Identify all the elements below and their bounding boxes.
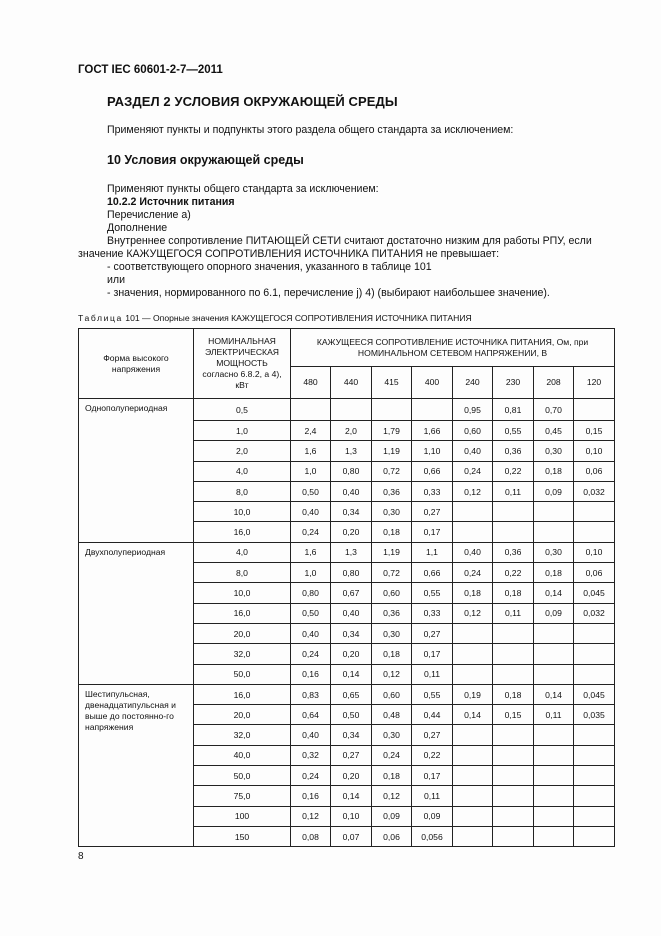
power-cell: 8,0 <box>194 563 291 583</box>
impedance-cell: 0,55 <box>412 583 453 603</box>
impedance-cell: 1,6 <box>291 542 331 562</box>
impedance-cell: 0,14 <box>331 664 372 684</box>
impedance-cell <box>534 644 574 664</box>
impedance-cell: 1,3 <box>331 542 372 562</box>
impedance-cell: 0,72 <box>372 461 412 481</box>
impedance-cell: 0,11 <box>534 705 574 725</box>
impedance-cell: 0,22 <box>493 563 534 583</box>
impedance-cell <box>534 725 574 745</box>
impedance-cell <box>372 399 412 421</box>
impedance-cell: 0,60 <box>372 684 412 704</box>
impedance-cell: 0,18 <box>372 522 412 542</box>
impedance-cell: 0,66 <box>412 563 453 583</box>
header-impedance-group <box>291 329 615 367</box>
impedance-cell: 0,14 <box>534 583 574 603</box>
impedance-cell: 0,09 <box>372 806 412 826</box>
power-cell: 16,0 <box>194 522 291 542</box>
impedance-cell: 0,80 <box>331 563 372 583</box>
impedance-cell: 0,035 <box>574 705 615 725</box>
header-form-text: Форма высокого напряжения <box>103 352 169 374</box>
impedance-cell: 1,3 <box>331 441 372 461</box>
impedance-cell: 0,12 <box>372 786 412 806</box>
voltage-header: 400 <box>412 367 453 399</box>
impedance-cell <box>493 826 534 846</box>
impedance-cell <box>493 745 534 765</box>
impedance-cell: 0,24 <box>291 766 331 786</box>
impedance-cell: 0,24 <box>453 563 493 583</box>
impedance-cell: 1,1 <box>412 542 453 562</box>
impedance-cell: 1,66 <box>412 421 453 441</box>
header-group-line-2: НОМИНАЛЬНОМ СЕТЕВОМ НАПРЯЖЕНИИ, В <box>357 347 548 358</box>
table-caption <box>78 313 472 323</box>
header-power-line-2: ЭЛЕКТРИЧЕСКАЯ <box>204 347 280 357</box>
impedance-cell <box>453 623 493 643</box>
voltage-header: 415 <box>372 367 412 399</box>
paragraph-line-1: Внутреннее сопротивление ПИТАЮЩЕЙ СЕТИ считают достаточно низким для работы РПУ, если <box>107 235 592 247</box>
impedance-cell: 0,50 <box>331 705 372 725</box>
impedance-cell: 0,36 <box>372 603 412 623</box>
impedance-cell <box>493 664 534 684</box>
impedance-cell <box>534 826 574 846</box>
impedance-cell: 0,07 <box>331 826 372 846</box>
impedance-cell: 0,40 <box>453 441 493 461</box>
impedance-cell: 0,12 <box>453 481 493 501</box>
document-header: ГОСТ IEC 60601-2-7—2011 <box>78 64 223 76</box>
or-line: или <box>107 274 126 286</box>
impedance-cell: 0,36 <box>493 542 534 562</box>
impedance-cell: 0,20 <box>331 644 372 664</box>
impedance-cell: 1,6 <box>291 441 331 461</box>
table-caption-prefix: Таблица <box>78 313 123 323</box>
page-number: 8 <box>78 851 84 862</box>
power-cell: 8,0 <box>194 481 291 501</box>
impedance-cell <box>493 725 534 745</box>
form-cell: Шестипульсная, двенадцатипульсная и выше до постоянно-го напряжения <box>79 684 194 846</box>
impedance-cell: 0,09 <box>412 806 453 826</box>
clause-title: 10 Условия окружающей среды <box>107 153 304 167</box>
header-power-line-4: согласно 6.8.2, а 4), <box>202 369 282 379</box>
impedance-cell: 0,032 <box>574 481 615 501</box>
power-cell: 40,0 <box>194 745 291 765</box>
impedance-cell <box>534 623 574 643</box>
impedance-cell: 0,18 <box>534 563 574 583</box>
impedance-cell: 0,032 <box>574 603 615 623</box>
impedance-cell: 0,50 <box>291 603 331 623</box>
impedance-cell: 0,056 <box>412 826 453 846</box>
impedance-cell <box>574 806 615 826</box>
voltage-header: 240 <box>453 367 493 399</box>
form-cell: Двухполупериодная <box>79 542 194 684</box>
section-title: РАЗДЕЛ 2 УСЛОВИЯ ОКРУЖАЮЩЕЙ СРЕДЫ <box>107 94 398 109</box>
impedance-cell <box>534 786 574 806</box>
power-cell: 50,0 <box>194 664 291 684</box>
table-row <box>79 399 615 421</box>
impedance-cell: 0,40 <box>291 502 331 522</box>
impedance-cell <box>412 399 453 421</box>
power-cell: 75,0 <box>194 786 291 806</box>
impedance-cell: 2,4 <box>291 421 331 441</box>
power-cell: 32,0 <box>194 644 291 664</box>
impedance-cell: 0,45 <box>534 421 574 441</box>
impedance-cell: 0,67 <box>331 583 372 603</box>
header-power-line-1: НОМИНАЛЬНАЯ <box>208 336 276 346</box>
impedance-cell: 0,12 <box>291 806 331 826</box>
impedance-cell: 0,60 <box>372 583 412 603</box>
impedance-cell: 0,09 <box>534 603 574 623</box>
impedance-cell: 0,17 <box>412 644 453 664</box>
impedance-cell: 0,08 <box>291 826 331 846</box>
impedance-cell <box>453 664 493 684</box>
impedance-cell: 1,0 <box>291 461 331 481</box>
impedance-cell: 0,19 <box>453 684 493 704</box>
impedance-cell: 0,40 <box>291 623 331 643</box>
impedance-cell: 0,18 <box>453 583 493 603</box>
power-cell: 20,0 <box>194 705 291 725</box>
power-cell: 4,0 <box>194 542 291 562</box>
impedance-cell <box>291 399 331 421</box>
list-item-1: - соответствующего опорного значения, указанного в таблице 101 <box>107 261 432 273</box>
impedance-cell: 1,0 <box>291 563 331 583</box>
impedance-cell: 0,22 <box>493 461 534 481</box>
impedance-cell: 0,80 <box>331 461 372 481</box>
header-power-line-5: кВт <box>235 380 249 390</box>
impedance-cell: 0,40 <box>291 725 331 745</box>
impedance-cell: 0,17 <box>412 522 453 542</box>
form-cell: Однополупериодная <box>79 399 194 543</box>
impedance-cell <box>453 644 493 664</box>
impedance-cell <box>574 502 615 522</box>
impedance-cell: 0,12 <box>453 603 493 623</box>
impedance-cell: 0,95 <box>453 399 493 421</box>
impedance-cell: 0,65 <box>331 684 372 704</box>
impedance-cell: 0,11 <box>412 664 453 684</box>
impedance-cell <box>574 745 615 765</box>
impedance-cell <box>493 502 534 522</box>
impedance-cell: 0,34 <box>331 623 372 643</box>
impedance-cell: 0,12 <box>372 664 412 684</box>
impedance-cell: 0,27 <box>331 745 372 765</box>
impedance-cell: 0,06 <box>372 826 412 846</box>
impedance-cell: 0,14 <box>534 684 574 704</box>
impedance-cell <box>574 725 615 745</box>
impedance-cell: 0,34 <box>331 502 372 522</box>
impedance-cell: 0,70 <box>534 399 574 421</box>
impedance-cell: 2,0 <box>331 421 372 441</box>
table-row <box>79 684 615 704</box>
impedance-cell: 0,81 <box>493 399 534 421</box>
impedance-cell: 0,10 <box>574 441 615 461</box>
list-item-2: - значения, нормированного по 6.1, перечисление j) 4) (выбирают наибольшее значение). <box>107 287 550 299</box>
impedance-cell: 0,14 <box>331 786 372 806</box>
impedance-cell <box>574 786 615 806</box>
voltage-header: 230 <box>493 367 534 399</box>
impedance-cell: 0,30 <box>534 542 574 562</box>
voltage-header: 480 <box>291 367 331 399</box>
impedance-cell <box>493 786 534 806</box>
impedance-cell: 0,30 <box>372 502 412 522</box>
impedance-cell: 0,44 <box>412 705 453 725</box>
impedance-cell: 0,33 <box>412 603 453 623</box>
power-cell: 20,0 <box>194 623 291 643</box>
header-power <box>194 329 291 399</box>
impedance-cell: 0,40 <box>331 603 372 623</box>
power-cell: 150 <box>194 826 291 846</box>
impedance-cell <box>453 502 493 522</box>
impedance-cell <box>574 664 615 684</box>
impedance-cell: 0,40 <box>331 481 372 501</box>
power-cell: 16,0 <box>194 684 291 704</box>
impedance-cell: 0,72 <box>372 563 412 583</box>
subclause-title: 10.2.2 Источник питания <box>107 196 235 208</box>
impedance-cell <box>453 786 493 806</box>
impedance-cell <box>534 664 574 684</box>
impedance-cell <box>574 826 615 846</box>
impedance-cell: 0,40 <box>453 542 493 562</box>
section-intro: Применяют пункты и подпункты этого раздела общего стандарта за исключением: <box>107 124 514 136</box>
impedance-cell <box>493 766 534 786</box>
paragraph-line-2: значение КАЖУЩЕГОСЯ СОПРОТИВЛЕНИЯ ИСТОЧНИКА ПИТАНИЯ не превышает: <box>78 248 500 260</box>
impedance-cell: 0,48 <box>372 705 412 725</box>
impedance-cell <box>453 745 493 765</box>
impedance-cell: 0,60 <box>453 421 493 441</box>
impedance-cell: 1,19 <box>372 441 412 461</box>
impedance-cell: 0,18 <box>534 461 574 481</box>
impedance-cell: 0,24 <box>291 644 331 664</box>
impedance-cell <box>453 766 493 786</box>
impedance-cell: 0,27 <box>412 623 453 643</box>
impedance-cell: 0,36 <box>493 441 534 461</box>
power-cell: 0,5 <box>194 399 291 421</box>
impedance-cell: 1,19 <box>372 542 412 562</box>
clause-intro: Применяют пункты общего стандарта за исключением: <box>107 183 379 195</box>
power-cell: 2,0 <box>194 441 291 461</box>
impedance-cell: 0,15 <box>493 705 534 725</box>
impedance-cell: 0,64 <box>291 705 331 725</box>
power-cell: 50,0 <box>194 766 291 786</box>
impedance-cell: 0,66 <box>412 461 453 481</box>
impedance-cell: 0,55 <box>412 684 453 704</box>
power-cell: 100 <box>194 806 291 826</box>
table-row <box>79 542 615 562</box>
impedance-cell: 0,18 <box>372 766 412 786</box>
impedance-cell <box>493 644 534 664</box>
impedance-cell <box>534 806 574 826</box>
impedance-cell: 0,34 <box>331 725 372 745</box>
impedance-cell: 0,55 <box>493 421 534 441</box>
impedance-cell: 0,80 <box>291 583 331 603</box>
header-form <box>79 329 194 399</box>
voltage-header: 440 <box>331 367 372 399</box>
impedance-cell <box>534 522 574 542</box>
impedance-cell: 0,16 <box>291 664 331 684</box>
impedance-cell: 0,32 <box>291 745 331 765</box>
impedance-cell: 0,045 <box>574 583 615 603</box>
impedance-cell: 0,18 <box>493 684 534 704</box>
impedance-cell <box>574 522 615 542</box>
addition-line: Дополнение <box>107 222 168 234</box>
impedance-cell: 0,18 <box>372 644 412 664</box>
impedance-cell: 0,22 <box>412 745 453 765</box>
impedance-cell: 0,36 <box>372 481 412 501</box>
impedance-cell: 0,50 <box>291 481 331 501</box>
impedance-cell <box>453 806 493 826</box>
impedance-cell: 0,06 <box>574 563 615 583</box>
impedance-cell: 0,11 <box>493 481 534 501</box>
impedance-cell: 0,27 <box>412 502 453 522</box>
power-cell: 4,0 <box>194 461 291 481</box>
power-cell: 32,0 <box>194 725 291 745</box>
impedance-cell <box>574 644 615 664</box>
impedance-cell: 0,06 <box>574 461 615 481</box>
impedance-cell: 0,17 <box>412 766 453 786</box>
impedance-cell: 0,30 <box>534 441 574 461</box>
impedance-cell <box>534 745 574 765</box>
table-caption-text: 101 — Опорные значения КАЖУЩЕГОСЯ СОПРОТИВЛЕНИЯ ИСТОЧНИКА ПИТАНИЯ <box>122 313 472 323</box>
reference-impedance-table <box>78 328 615 847</box>
impedance-cell: 0,10 <box>331 806 372 826</box>
impedance-cell <box>331 399 372 421</box>
impedance-cell <box>574 766 615 786</box>
impedance-cell: 0,11 <box>493 603 534 623</box>
impedance-cell <box>453 725 493 745</box>
impedance-cell: 0,15 <box>574 421 615 441</box>
power-cell: 16,0 <box>194 603 291 623</box>
impedance-cell: 0,30 <box>372 725 412 745</box>
impedance-cell: 0,33 <box>412 481 453 501</box>
impedance-cell <box>574 623 615 643</box>
enumeration-line: Перечисление а) <box>107 209 191 221</box>
impedance-cell: 0,24 <box>372 745 412 765</box>
impedance-cell: 0,10 <box>574 542 615 562</box>
impedance-cell: 0,27 <box>412 725 453 745</box>
impedance-cell: 0,20 <box>331 522 372 542</box>
impedance-cell: 0,18 <box>493 583 534 603</box>
impedance-cell: 0,14 <box>453 705 493 725</box>
impedance-cell: 0,16 <box>291 786 331 806</box>
impedance-cell: 1,10 <box>412 441 453 461</box>
impedance-cell: 0,30 <box>372 623 412 643</box>
impedance-cell: 0,24 <box>453 461 493 481</box>
impedance-cell <box>534 766 574 786</box>
impedance-cell: 0,09 <box>534 481 574 501</box>
impedance-cell <box>534 502 574 522</box>
impedance-cell <box>453 826 493 846</box>
impedance-cell <box>453 522 493 542</box>
impedance-cell <box>493 623 534 643</box>
impedance-cell: 0,20 <box>331 766 372 786</box>
impedance-cell: 0,83 <box>291 684 331 704</box>
header-power-line-3: МОЩНОСТЬ <box>216 358 268 368</box>
impedance-cell: 0,24 <box>291 522 331 542</box>
power-cell: 10,0 <box>194 583 291 603</box>
impedance-cell: 0,11 <box>412 786 453 806</box>
header-group-line-1: КАЖУЩЕЕСЯ СОПРОТИВЛЕНИЕ ИСТОЧНИКА ПИТАНИЯ, Ом, при <box>316 336 589 347</box>
power-cell: 10,0 <box>194 502 291 522</box>
impedance-cell <box>493 806 534 826</box>
impedance-cell <box>574 399 615 421</box>
voltage-header: 208 <box>534 367 574 399</box>
power-cell: 1,0 <box>194 421 291 441</box>
impedance-cell <box>493 522 534 542</box>
impedance-cell: 1,79 <box>372 421 412 441</box>
impedance-cell: 0,045 <box>574 684 615 704</box>
voltage-header: 120 <box>574 367 615 399</box>
